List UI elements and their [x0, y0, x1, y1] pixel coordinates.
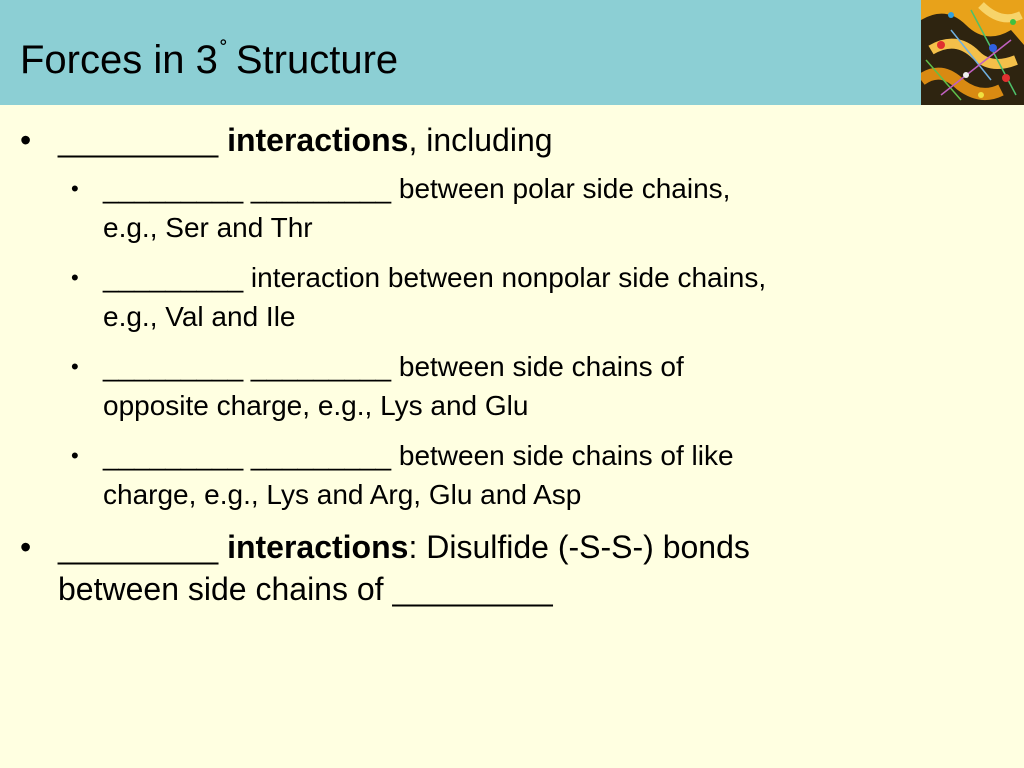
blank-line: _________ _________: [103, 440, 392, 471]
protein-structure-image: [921, 0, 1024, 105]
blank-line: _________: [103, 262, 244, 293]
blank-line: _________: [58, 529, 219, 565]
degree-symbol: ˚: [219, 38, 228, 65]
bullet-text: between side chains of like: [391, 440, 734, 471]
bullet-marker: •: [20, 529, 32, 565]
sub-bullet-item: [71, 258, 1003, 336]
blank-line: _________: [58, 122, 219, 158]
bullet-text-line2: between side chains of _________: [58, 571, 553, 607]
blank-line: _________ _________: [103, 173, 392, 204]
bullet-text: , including: [408, 122, 553, 158]
bullet-text: interaction between nonpolar side chains,: [243, 262, 767, 293]
bullet-text: : Disulfide (-S-S-) bonds: [408, 529, 750, 565]
bullet-text-line2: e.g., Ser and Thr: [103, 212, 313, 243]
bullet-item: [20, 119, 553, 161]
bullet-marker: •: [71, 176, 79, 201]
sub-bullet-item: [71, 169, 1003, 247]
sub-bullet-item: [71, 436, 1003, 514]
slide-content: [0, 105, 1024, 768]
bullet-marker: •: [71, 354, 79, 379]
sub-bullet-item: [71, 347, 1003, 425]
blank-line: _________ _________: [103, 351, 392, 382]
bold-term: interactions: [227, 122, 409, 158]
bullet-marker: •: [71, 265, 79, 290]
slide-title-main: Forces in 3: [20, 38, 218, 82]
bullet-text: between polar side chains,: [391, 173, 731, 204]
bullet-item: [20, 526, 750, 610]
bullet-marker: •: [20, 122, 32, 158]
bullet-marker: •: [71, 443, 79, 468]
bullet-text: between side chains of: [391, 351, 684, 382]
bullet-text-line2: e.g., Val and Ile: [103, 301, 296, 332]
bullet-text-line2: charge, e.g., Lys and Arg, Glu and Asp: [103, 479, 582, 510]
slide-title-rest: Structure: [235, 38, 399, 82]
title-bar: [0, 0, 1024, 105]
slide-title: [20, 28, 398, 84]
bullet-text-line2: opposite charge, e.g., Lys and Glu: [103, 390, 529, 421]
bold-term: interactions: [227, 529, 409, 565]
